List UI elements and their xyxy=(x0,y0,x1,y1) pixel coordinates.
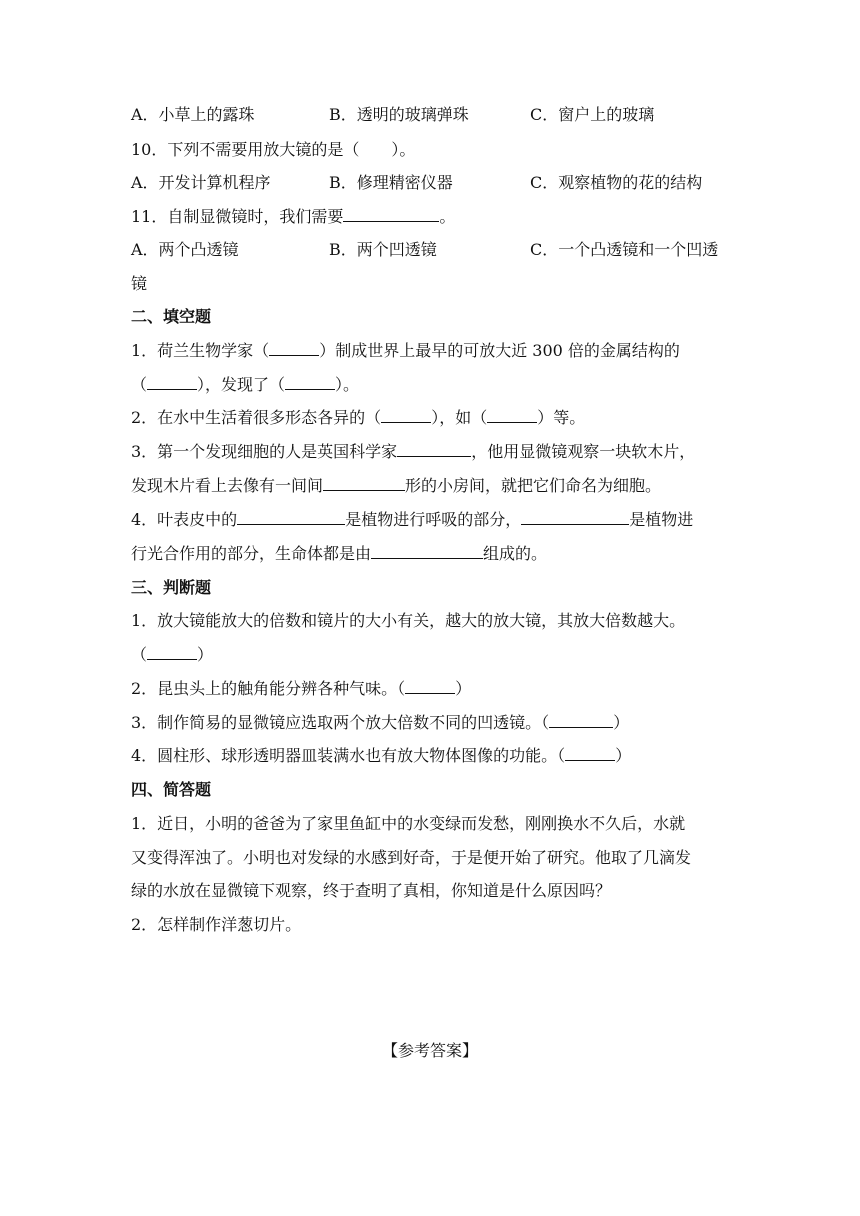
q9-option-c: C．窗户上的玻璃 xyxy=(530,105,655,124)
q9-options xyxy=(131,105,751,125)
q11-option-a: A．两个凸透镜 xyxy=(131,240,239,259)
answer-blank[interactable] xyxy=(397,442,471,457)
s4-q1-line1: 1．近日，小明的爸爸为了家里鱼缸中的水变绿而发愁，刚刚换水不久后，水就 xyxy=(131,814,686,833)
q10-option-c: C．观察植物的花的结构 xyxy=(530,173,703,192)
s4-q2: 2．怎样制作洋葱切片。 xyxy=(131,915,302,934)
q11-stem: 11．自制显微镜时，我们需要 。 xyxy=(131,207,456,226)
q10-stem: 10．下列不需要用放大镜的是（ ）。 xyxy=(131,140,416,159)
s2-q1-line1: 1．荷兰生物学家（ ）制成世界上最早的可放大近 300 倍的金属结构的 xyxy=(131,341,680,360)
s2-q4-line2: 行光合作用的部分，生命体都是由 组成的。 xyxy=(131,544,548,563)
q11-options xyxy=(131,240,751,260)
q11-option-b: B．两个凹透镜 xyxy=(329,240,437,259)
s3-q1-line1: 1．放大镜能放大的倍数和镜片的大小有关，越大的放大镜，其放大倍数越大。 xyxy=(131,611,686,630)
answer-blank[interactable] xyxy=(371,544,483,559)
section-heading-fill-blank: 二、填空题 xyxy=(131,307,212,326)
q9-option-b: B．透明的玻璃弹珠 xyxy=(329,105,469,124)
s2-q3-line1: 3．第一个发现细胞的人是英国科学家 ，他用显微镜观察一块软木片， xyxy=(131,442,696,461)
section-heading-short-answer: 四、简答题 xyxy=(131,780,212,799)
q11-option-c: C．一个凸透镜和一个凹透 xyxy=(530,240,719,259)
answer-blank[interactable] xyxy=(565,746,615,761)
q10-option-a: A．开发计算机程序 xyxy=(131,173,271,192)
s3-q2: 2．昆虫头上的触角能分辨各种气味。（ ） xyxy=(131,679,472,698)
s3-q3: 3．制作简易的显微镜应选取两个放大倍数不同的凹透镜。（ ） xyxy=(131,713,630,732)
s3-q1-line2: （ ） xyxy=(131,645,214,664)
answer-blank[interactable] xyxy=(381,408,431,423)
s4-q1-line3: 绿的水放在显微镜下观察，终于查明了真相，你知道是什么原因吗？ xyxy=(131,881,612,900)
q9-option-a: A．小草上的露珠 xyxy=(131,105,255,124)
answer-blank[interactable] xyxy=(549,713,613,728)
s4-q1-line2: 又变得浑浊了。小明也对发绿的水感到好奇，于是便开始了研究。他取了几滴发 xyxy=(131,848,692,867)
s2-q1-line2: （ ），发现了（ ）。 xyxy=(131,375,360,394)
answer-key-title: 【参考答案】 xyxy=(381,1041,478,1060)
q10-options xyxy=(131,173,751,193)
answer-blank[interactable] xyxy=(343,207,439,222)
answer-blank[interactable] xyxy=(405,679,455,694)
q10-option-b: B．修理精密仪器 xyxy=(329,173,453,192)
answer-blank[interactable] xyxy=(147,375,197,390)
s2-q4-line1: 4．叶表皮中的 是植物进行呼吸的部分， 是植物进 xyxy=(131,510,694,529)
answer-blank[interactable] xyxy=(487,408,537,423)
answer-blank[interactable] xyxy=(323,476,405,491)
answer-blank[interactable] xyxy=(147,645,197,660)
s2-q2: 2．在水中生活着很多形态各异的（ ），如（ ）等。 xyxy=(131,408,586,427)
answer-blank[interactable] xyxy=(269,341,319,356)
s2-q3-line2: 发现木片看上去像有一间间 形的小房间，就把它们命名为细胞。 xyxy=(131,476,662,495)
answer-blank[interactable] xyxy=(521,510,629,525)
q11-option-c-wrap: 镜 xyxy=(131,274,148,293)
s3-q4: 4．圆柱形、球形透明器皿装满水也有放大物体图像的功能。（ ） xyxy=(131,746,632,765)
answer-blank[interactable] xyxy=(237,510,345,525)
answer-blank[interactable] xyxy=(285,375,335,390)
section-heading-true-false: 三、判断题 xyxy=(131,578,212,597)
